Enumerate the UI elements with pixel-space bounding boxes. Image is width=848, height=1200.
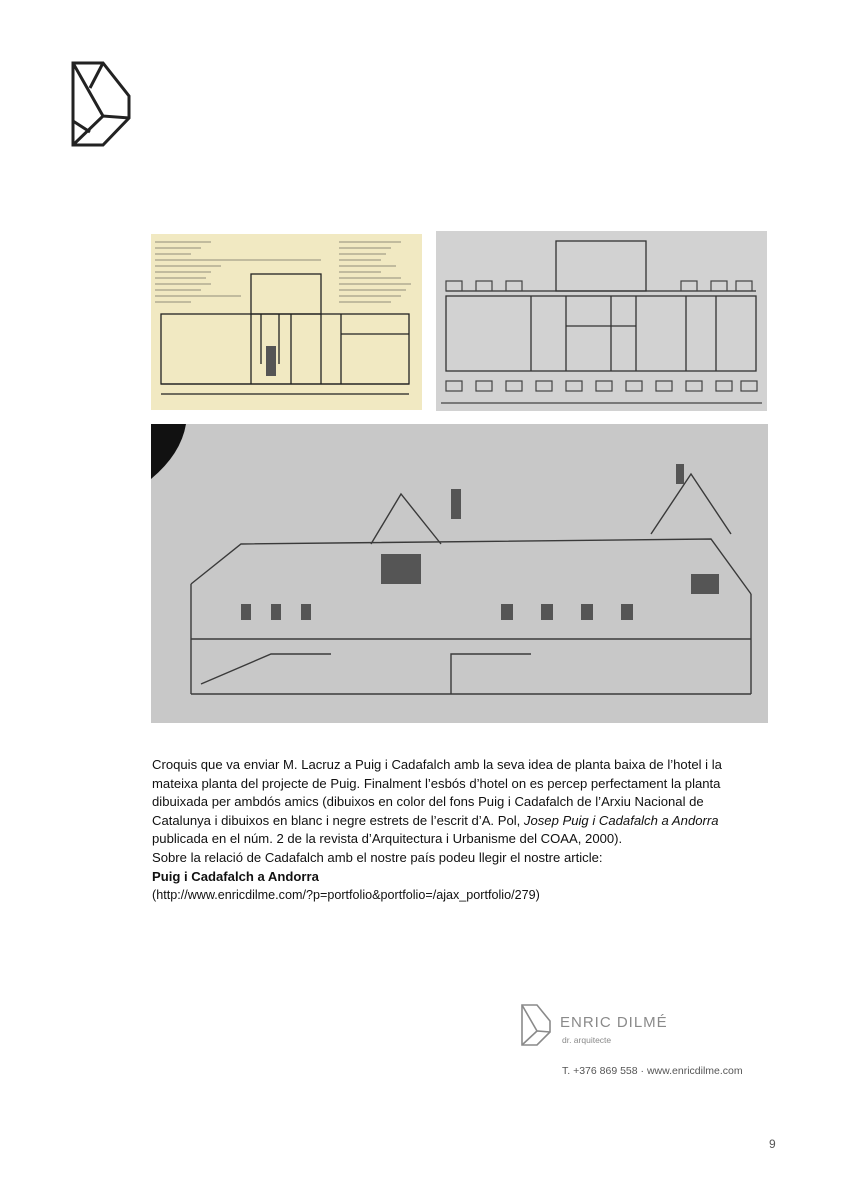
hotel-sketch-image (151, 424, 768, 723)
caption-line: publicada en el núm. 2 de la revista d’Arquitectura i Urbanisme del COAA, 2000). (152, 831, 623, 847)
caption-line: Croquis que va enviar M. Lacruz a Puig i Cadafalch amb la seva idea de planta baixa de l’hotel i la (152, 757, 722, 772)
contact-info: T. +376 869 558 · www.enricdilme.com (562, 1065, 743, 1077)
article-url[interactable]: (http://www.enricdilme.com/?p=portfolio&portfolio=/ajax_portfolio/279) (152, 888, 540, 903)
brand-logo-icon (520, 1003, 552, 1047)
brand-name: ENRIC DILMÉ (560, 1014, 668, 1031)
plan-sketch-image (151, 234, 422, 410)
logo-icon (70, 60, 132, 148)
plan-drawing-image (436, 231, 767, 411)
caption-line: Sobre la relació de Cadafalch amb el nostre país podeu llegir el nostre article: (152, 849, 603, 865)
brand-subtitle: dr. arquitecte (562, 1035, 612, 1045)
caption-line: dibuixada per ambdós amics (dibuixos en color del fons Puig i Cadafalch de l’Arxiu Nacional de (152, 794, 704, 810)
caption-line: mateixa planta del projecte de Puig. Finalment l’esbós d’hotel on es percep perfectament la planta (152, 775, 721, 791)
caption-text: Catalunya i dibuixos en blanc i negre estrets de l’escrit d’A. Pol, (152, 812, 524, 828)
caption-line (152, 812, 782, 831)
article-link[interactable]: Puig i Cadafalch a Andorra (152, 868, 319, 884)
page-number: 9 (769, 1137, 776, 1151)
book-title: Josep Puig i Cadafalch a Andorra (523, 812, 719, 828)
caption (152, 756, 782, 905)
